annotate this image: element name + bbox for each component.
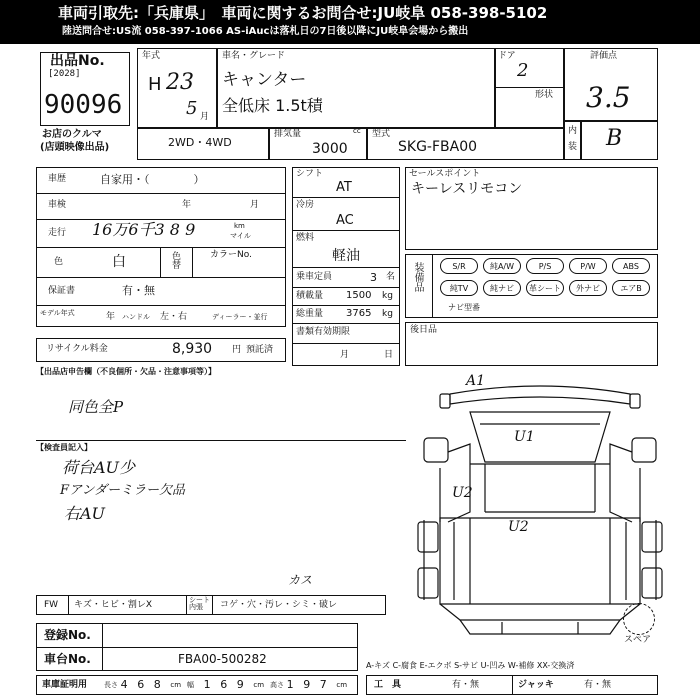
equip-label: 装備品 [412, 262, 423, 292]
shift-label: シフト [296, 169, 324, 179]
inspection-label: 車検 [48, 200, 67, 210]
lot-number: 90096 [44, 90, 123, 120]
equip-item: P/S [526, 258, 564, 274]
recycle-value: 8,930 [172, 341, 213, 357]
load-unit: kg [382, 291, 393, 301]
diagram-mark-u2-bed: U2 [508, 519, 529, 535]
interior-value: B [606, 126, 623, 151]
mileage-unit: km [234, 222, 245, 230]
dealer-note-label: 【出品店申告欄（不良個所・欠品・注意事項等）】 [36, 367, 216, 376]
sales-point-box [405, 167, 658, 250]
store-note-1: お店のクルマ [42, 129, 102, 140]
inspector-note-1: 荷台AU少 [62, 458, 136, 477]
year-value: 23 [166, 70, 194, 95]
gross-label: 総重量 [296, 309, 324, 319]
inspector-note-3: 右AU [64, 504, 106, 523]
handle-label: ハンドル [122, 313, 150, 321]
color-no-label: カラーNo. [210, 250, 252, 260]
damage-legend: A-キズ C-腐食 E-エクボ S-サビ U-凹み W-補修 XX-交換済 [366, 661, 575, 670]
capacity-value: 3 [370, 271, 377, 284]
car-name: キャンター [222, 70, 307, 90]
sales-value: キーレスリモコン [411, 181, 523, 197]
fuel-value: 軽油 [332, 248, 360, 264]
diagram-mark-u2-side: U2 [452, 485, 473, 501]
door-value: 2 [517, 60, 529, 81]
shift-value: AT [336, 180, 352, 195]
docs-day: 日 [384, 350, 394, 360]
recycle-label: リサイクル料金 [46, 344, 108, 354]
garage-dim-cell: 長さ [104, 681, 118, 689]
seat-note: カス [288, 573, 313, 587]
mileage-alt-unit: マイル [230, 232, 251, 240]
fuel-label: 燃料 [296, 233, 315, 243]
garage-dim-cell: cm [336, 681, 348, 689]
recolor-label: 色替 [170, 251, 180, 269]
garage-dim-cell: cm [253, 681, 265, 689]
garage-dim-cell: 9 [236, 678, 244, 691]
gross-value: 3765 [346, 308, 372, 319]
equip-item: 革シート [526, 280, 564, 296]
model-code: SKG-FBA00 [398, 139, 478, 155]
garage-dim-cell: cm [170, 681, 182, 689]
car-grade: 全低床 1.5t積 [222, 96, 323, 115]
color-value: 白 [112, 254, 126, 270]
year-label: 年式 [142, 51, 161, 61]
shape-label: 形状 [535, 90, 554, 100]
equip-item: S/R [440, 258, 478, 274]
model-year-unit: 年 [106, 312, 116, 322]
chassis-label: 車台No. [44, 652, 91, 666]
door-label: ドア [498, 51, 516, 61]
equip-item: 純A/W [483, 258, 521, 274]
equip-item: P/W [569, 258, 607, 274]
equip-item: 純TV [440, 280, 478, 296]
tools-label: 工 具 [374, 680, 402, 690]
fw-label: FW [44, 600, 59, 610]
interior-label-1: 内 [568, 126, 578, 136]
warranty-value: 有・無 [122, 284, 155, 297]
dealer-note: 同色全P [68, 398, 124, 416]
seat-items: コゲ・穴・汚レ・シミ・破レ [220, 600, 338, 610]
cert-label: 車庫証明用 [42, 680, 88, 690]
warranty-label: 保証書 [48, 286, 76, 296]
mileage-value: 16万6千3 8 9 [92, 220, 196, 239]
docs-month: 月 [340, 350, 350, 360]
spare-tire-circle [623, 603, 655, 635]
chassis-value: FBA00-500282 [178, 652, 267, 666]
garage-dim-cell: 7 [319, 678, 327, 691]
ac-value: AC [336, 213, 354, 228]
garage-dim-cell: 8 [153, 678, 161, 691]
garage-dim-cell: 1 [203, 678, 211, 691]
handle-value: 左・右 [160, 312, 188, 322]
equip-item: 純ナビ [483, 280, 521, 296]
interior-label-2: 装 [568, 142, 578, 152]
car-name-label: 車名・グレード [222, 51, 286, 61]
month-value: 5 [186, 98, 198, 119]
equip-item: ABS [612, 258, 650, 274]
gross-unit: kg [382, 309, 393, 319]
recycle-unit: 円 [232, 345, 242, 355]
dealer-label: ディーラー・並行 [212, 313, 268, 321]
inspection-year: 年 [182, 200, 192, 210]
capacity-label: 乗車定員 [296, 272, 333, 282]
seat-label: シート内張 [189, 596, 210, 611]
store-note-2: (店頭映像出品) [40, 142, 110, 153]
inspector-note-2: Fアンダーミラー欠品 [60, 483, 185, 498]
garage-dim-cell: 6 [220, 678, 228, 691]
diagram-mark-u1: U1 [514, 429, 535, 445]
fw-items: キズ・ヒビ・割レX [74, 600, 152, 610]
score-value: 3.5 [586, 81, 631, 114]
year-era: H [148, 74, 162, 95]
inspection-month: 月 [250, 200, 260, 210]
displacement-label: 排気量 [274, 129, 302, 139]
mileage-label: 走行 [48, 228, 67, 238]
history-label: 車歴 [48, 174, 67, 184]
history-value: 自家用・（ ） [100, 173, 205, 186]
garage-dim-cell: 6 [137, 678, 145, 691]
score-label: 評価点 [590, 51, 618, 61]
equip-item: 外ナビ [569, 280, 607, 296]
header-line-2: 陸送問合せ:US流 058-397-1066 AS-iAucは落札日の7日後以降にJU岐阜会場から搬出 [62, 26, 469, 37]
garage-dim-cell: 高さ [270, 681, 284, 689]
spare-label: スペア [624, 635, 652, 645]
header-line-1: 車両引取先:「兵庫県」 車両に関するお問合せ:JU岐阜 058-398-5102 [58, 4, 548, 22]
displacement-unit: cc [353, 127, 361, 135]
lot-label: 出品No. [50, 53, 105, 69]
model-label: 型式 [372, 129, 391, 139]
tools-value: 有・無 [452, 680, 480, 690]
color-label: 色 [54, 257, 64, 267]
garage-dim-cell: 4 [120, 678, 128, 691]
ac-label: 冷房 [296, 200, 315, 210]
equip-item: エアB [612, 280, 650, 296]
jack-value: 有・無 [584, 680, 612, 690]
garage-dim-cell: 9 [303, 678, 311, 691]
load-label: 積載量 [296, 291, 324, 301]
sales-label: セールスポイント [409, 169, 481, 179]
inspector-label: 【検査員記入】 [36, 443, 92, 452]
lot-stamp: [2028] [48, 69, 81, 79]
after-items-box [405, 322, 658, 366]
capacity-unit: 名 [386, 272, 396, 282]
month-unit: 月 [200, 112, 210, 122]
garage-dim-cell: 1 [286, 678, 294, 691]
displacement-value: 3000 [312, 141, 348, 157]
load-value: 1500 [346, 290, 372, 301]
recycle-note: 預託済 [246, 345, 274, 355]
docs-label: 書類有効期限 [296, 327, 351, 337]
after-label: 後日品 [410, 325, 438, 335]
drive-type: 2WD・4WD [168, 136, 232, 149]
model-year-label: モデル年式 [40, 309, 75, 317]
diagram-mark-a1: A1 [466, 373, 486, 389]
garage-dim-cell: 幅 [187, 681, 194, 689]
jack-label: ジャッキ [518, 680, 554, 690]
reg-label: 登録No. [44, 628, 91, 642]
navi-model-label: ナビ型番 [448, 303, 480, 312]
